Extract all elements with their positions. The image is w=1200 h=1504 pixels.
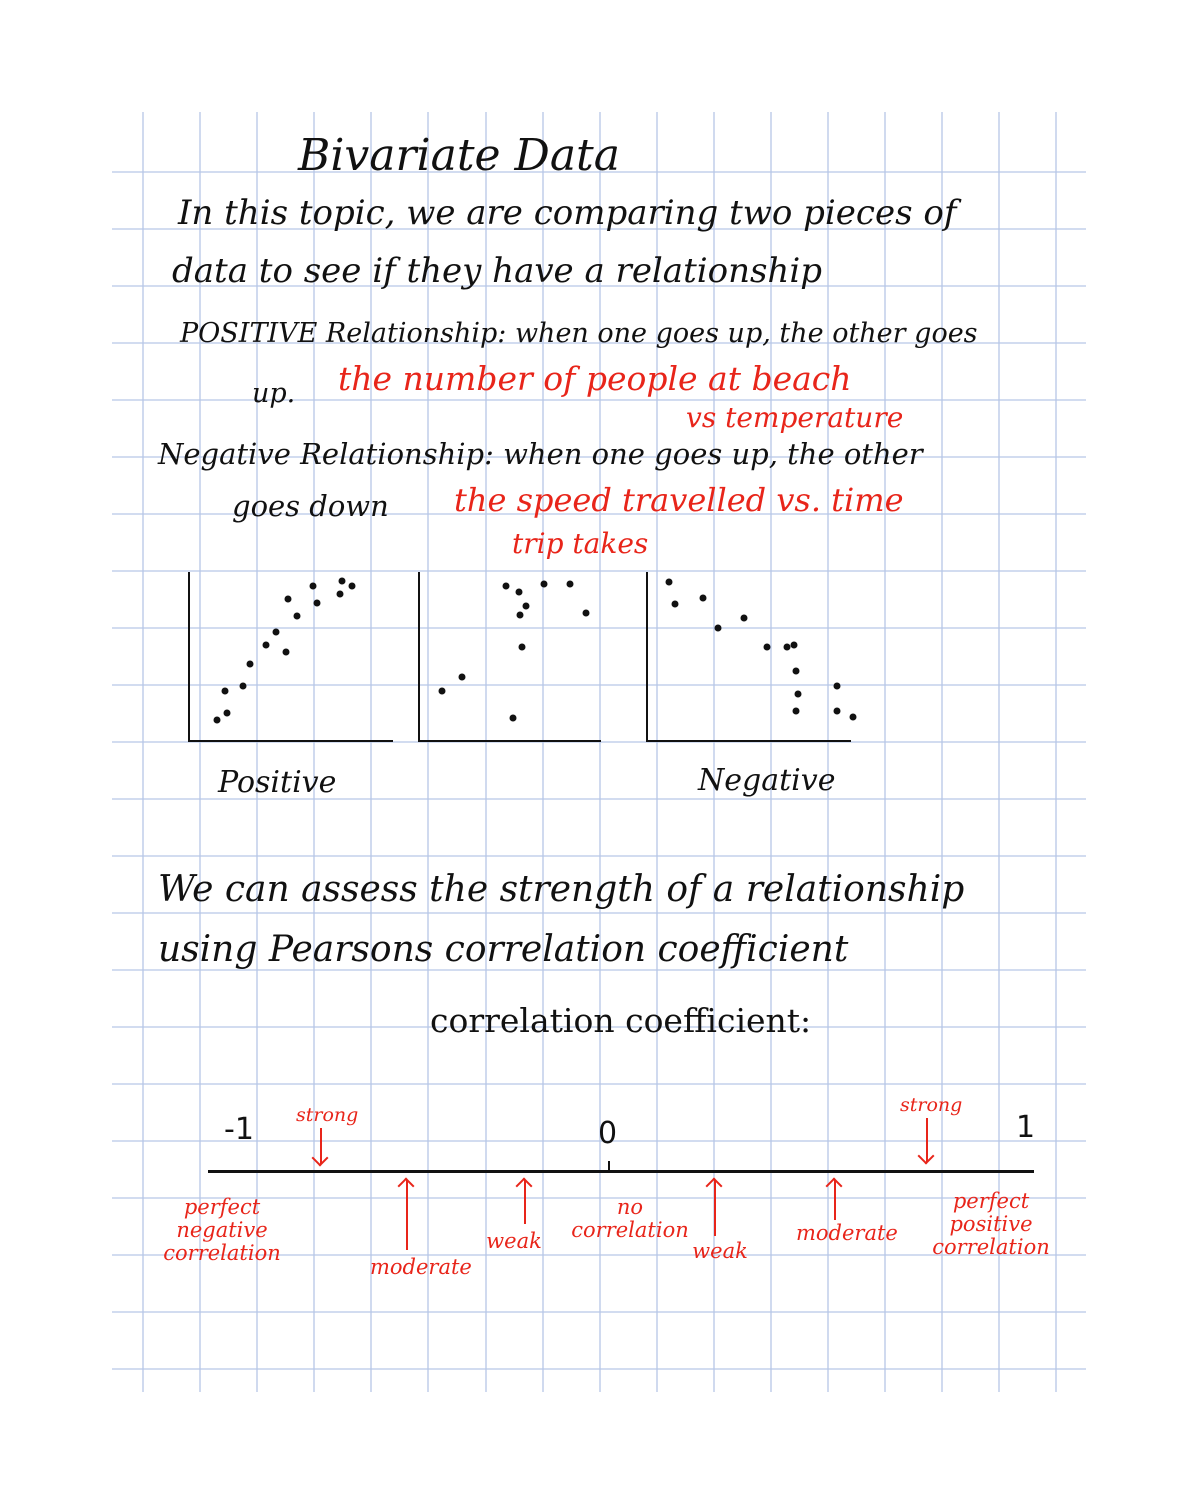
scatter-point	[338, 577, 345, 584]
scatter-point	[833, 708, 840, 715]
scatter-point	[223, 710, 230, 717]
scatter-point	[314, 599, 321, 606]
scatter-point	[763, 643, 770, 650]
intro-line-1: In this topic, we are comparing two pieces of	[178, 193, 957, 233]
label-no-correlation: no correlation	[571, 1195, 689, 1242]
scale-min-label: -1	[224, 1112, 254, 1147]
scatter-point	[792, 708, 799, 715]
arrow-strong-negative	[320, 1128, 322, 1164]
correlation-heading: correlation coefficient:	[430, 1001, 812, 1040]
scatter-point	[283, 648, 290, 655]
scatter-point	[336, 591, 343, 598]
x-axis	[188, 740, 393, 742]
arrow-weak-negative	[524, 1180, 526, 1224]
label-moderate-negative: moderate	[370, 1255, 472, 1279]
plot-caption-negative: Negative	[698, 763, 836, 798]
scatter-point	[458, 674, 465, 681]
y-axis	[418, 572, 420, 742]
negative-definition-line-2: goes down	[232, 489, 389, 523]
scatter-point	[850, 713, 857, 720]
arrow-moderate-negative	[406, 1180, 408, 1250]
arrow-weak-positive	[714, 1180, 716, 1236]
scatter-point	[522, 603, 529, 610]
scatter-plot-positive	[188, 572, 393, 742]
strength-line-1: We can assess the strength of a relationship	[158, 869, 965, 910]
label-weak-positive: weak	[692, 1239, 748, 1263]
scale-mid-label: 0	[598, 1116, 618, 1151]
page-title: Bivariate Data	[298, 130, 620, 181]
scatter-point	[262, 642, 269, 649]
strength-line-2: using Pearsons correlation coefficient	[158, 929, 849, 970]
scatter-point	[515, 589, 522, 596]
zero-tick	[608, 1161, 610, 1173]
scatter-point	[792, 667, 799, 674]
scatter-point	[213, 716, 220, 723]
scatter-point	[665, 579, 672, 586]
scatter-point	[285, 596, 292, 603]
scale-max-label: 1	[1016, 1110, 1036, 1145]
positive-example-line-1: the number of people at beach	[338, 359, 852, 398]
scatter-point	[293, 613, 300, 620]
scatter-plot-none	[418, 572, 601, 742]
scatter-point	[310, 582, 317, 589]
x-axis	[646, 740, 851, 742]
negative-example-line-2: trip takes	[512, 527, 649, 560]
label-moderate-positive: moderate	[796, 1221, 898, 1245]
plot-caption-positive: Positive	[218, 765, 337, 800]
scatter-point	[671, 601, 678, 608]
positive-definition-line-1: POSITIVE Relationship: when one goes up, the other goes	[180, 318, 978, 349]
scatter-point	[519, 643, 526, 650]
positive-definition-line-2: up.	[252, 378, 296, 409]
scatter-point	[714, 625, 721, 632]
y-axis	[188, 572, 190, 742]
scatter-point	[221, 688, 228, 695]
label-strong-negative: strong	[296, 1104, 359, 1126]
scatter-point	[794, 691, 801, 698]
scatter-point	[700, 594, 707, 601]
scatter-point	[833, 682, 840, 689]
scatter-point	[240, 682, 247, 689]
intro-line-2: data to see if they have a relationship	[172, 251, 822, 291]
correlation-number-line	[208, 1170, 1034, 1173]
scatter-point	[790, 642, 797, 649]
label-weak-negative: weak	[486, 1229, 542, 1253]
scatter-point	[246, 660, 253, 667]
scatter-point	[349, 582, 356, 589]
scatter-point	[566, 580, 573, 587]
scatter-point	[517, 611, 524, 618]
negative-definition-line-1: Negative Relationship: when one goes up, the other	[158, 437, 923, 471]
label-perfect-negative: perfect negative correlation	[163, 1195, 281, 1265]
scatter-plot-negative	[646, 572, 851, 742]
scatter-point	[502, 582, 509, 589]
label-perfect-positive: perfect positive correlation	[932, 1189, 1050, 1259]
label-strong-positive: strong	[900, 1094, 963, 1116]
y-axis	[646, 572, 648, 742]
scatter-point	[273, 628, 280, 635]
x-axis	[418, 740, 601, 742]
scatter-point	[583, 609, 590, 616]
scatter-point	[438, 688, 445, 695]
negative-example-line-1: the speed travelled vs. time	[454, 481, 904, 519]
scatter-point	[541, 580, 548, 587]
scatter-point	[510, 715, 517, 722]
arrow-moderate-positive	[834, 1180, 836, 1220]
positive-example-line-2: vs temperature	[686, 401, 904, 434]
scatter-point	[741, 614, 748, 621]
arrow-strong-positive	[926, 1118, 928, 1162]
